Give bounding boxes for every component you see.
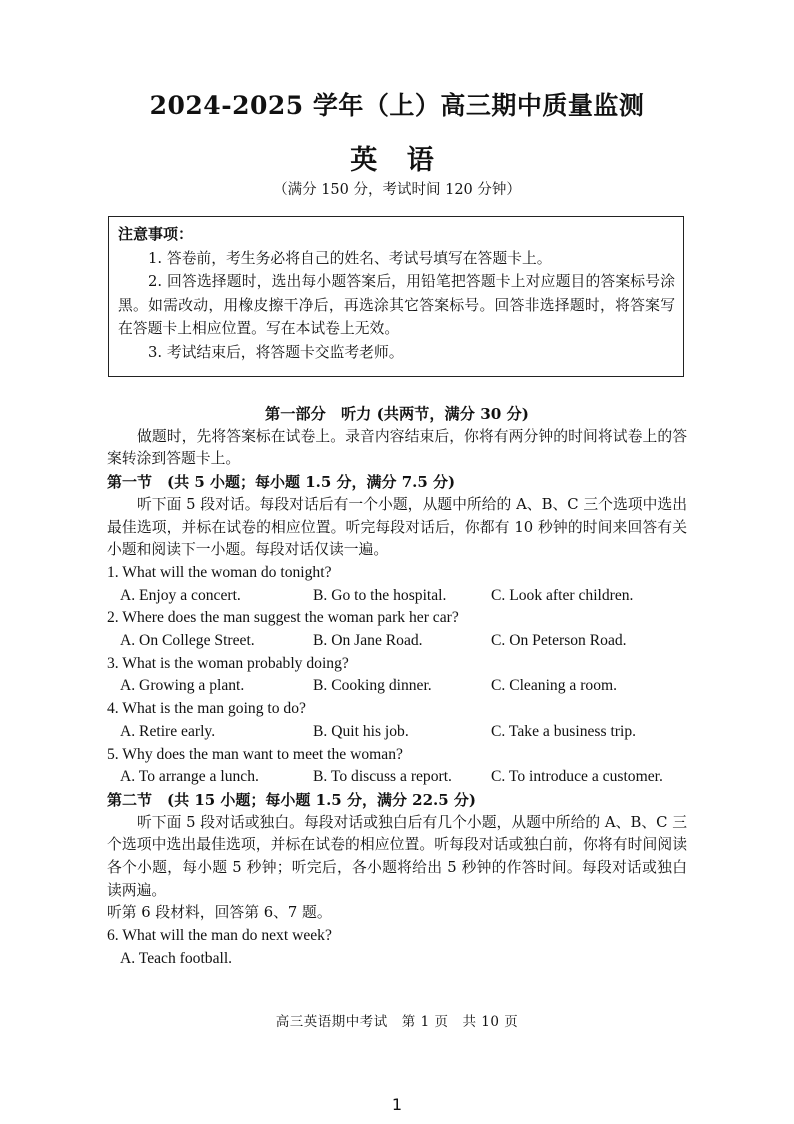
question	[107, 698, 687, 743]
option-b: B. Cooking dinner.	[313, 677, 432, 695]
option-c: C. On Peterson Road.	[491, 632, 627, 650]
section-title: 第二节 (共 15 小题；每小题 1.5 分，满分 22.5 分)	[107, 790, 477, 809]
option-a: A. Teach football.	[120, 949, 233, 967]
material-note: 听第 6 段材料，回答第 6、7 题。	[107, 904, 332, 922]
notice-item: 2. 回答选择题时，选出每小题答案后，用铅笔把答题卡上对应题目的答案标号涂黑。如需改动，用橡皮擦干净后，再选涂其它答案标号。回答非选择题时，将答案写在答题卡上相应位置。写在本试卷上无效。	[118, 273, 675, 337]
question	[107, 607, 687, 652]
exam-subject: 英 语	[350, 145, 444, 176]
option-a: A. Enjoy a concert.	[120, 586, 241, 604]
question-options	[107, 630, 687, 653]
notice-item: 3. 考试结束后，将答题卡交监考老师。	[148, 343, 404, 361]
section-instruction: 听下面 5 段对话或独白。每段对话或独白后有几个小题，从题中所给的 A、B、C 三个选项中选出最佳选项，并标在试卷的相应位置。听每段对话或独白前，你将有时间阅读各个小题，每小题 5 秒钟；听完后，各小题将给出 5 秒钟的作答时间。每段对话或独白读两遍。	[107, 813, 687, 899]
page-number: 1	[391, 1095, 403, 1114]
section-title: 第一节 (共 5 小题；每小题 1.5 分，满分 7.5 分)	[107, 473, 456, 492]
option-b: B. On Jane Road.	[313, 632, 423, 650]
exam-title: 2024-2025 学年（上）高三期中质量监测	[149, 91, 645, 120]
question-stem: 3. What is the woman probably doing?	[107, 654, 349, 672]
option-c: C. Cleaning a room.	[491, 677, 618, 695]
option-b: B. Quit his job.	[313, 722, 409, 740]
question-stem: 4. What is the man going to do?	[107, 700, 306, 718]
option-b: B. Go to the hospital.	[313, 586, 447, 604]
notice-box	[108, 216, 684, 377]
question-stem: 6. What will the man do next week?	[107, 927, 332, 945]
option-a: A. To arrange a lunch.	[120, 768, 259, 786]
question	[107, 562, 687, 607]
part-title: 第一部分 听力 (共两节，满分 30 分)	[265, 405, 529, 423]
notice-title: 注意事项：	[118, 225, 194, 243]
option-a: A. Retire early.	[120, 722, 216, 740]
option-a: A. Growing a plant.	[120, 677, 245, 695]
question-options	[107, 766, 687, 789]
question-stem: 5. Why does the man want to meet the woman?	[107, 745, 403, 763]
exam-body	[107, 403, 687, 971]
option-b: B. To discuss a report.	[313, 768, 452, 786]
question-options	[107, 585, 687, 608]
option-c: C. Look after children.	[491, 586, 634, 604]
option-c: C. Take a business trip.	[491, 722, 637, 740]
question-options	[107, 721, 687, 744]
question-options	[107, 948, 687, 971]
question	[107, 653, 687, 698]
notice-item: 1. 答卷前，考生务必将自己的姓名、考试号填写在答题卡上。	[148, 249, 552, 267]
section-instruction: 听下面 5 段对话。每段对话后有一个小题，从题中所给的 A、B、C 三个选项中选出最佳选项，并标在试卷的相应位置。听完每段对话后，你都有 10 秒钟的时间来回答有关小题和阅读下一小题。每段对话仅读一遍。	[107, 495, 687, 559]
question-options	[107, 675, 687, 698]
question	[107, 744, 687, 789]
option-a: A. On College Street.	[120, 632, 255, 650]
page-footer: 高三英语期中考试 第 1 页 共 10 页	[275, 1014, 519, 1030]
question-stem: 2. Where does the man suggest the woman park her car?	[107, 609, 459, 627]
exam-info: （满分 150 分，考试时间 120 分钟）	[273, 182, 521, 198]
question-stem: 1. What will the woman do tonight?	[107, 563, 332, 581]
part-instruction: 做题时，先将答案标在试卷上。录音内容结束后，你将有两分钟的时间将试卷上的答案转涂到答题卡上。	[107, 427, 687, 468]
option-c: C. To introduce a customer.	[491, 768, 663, 786]
